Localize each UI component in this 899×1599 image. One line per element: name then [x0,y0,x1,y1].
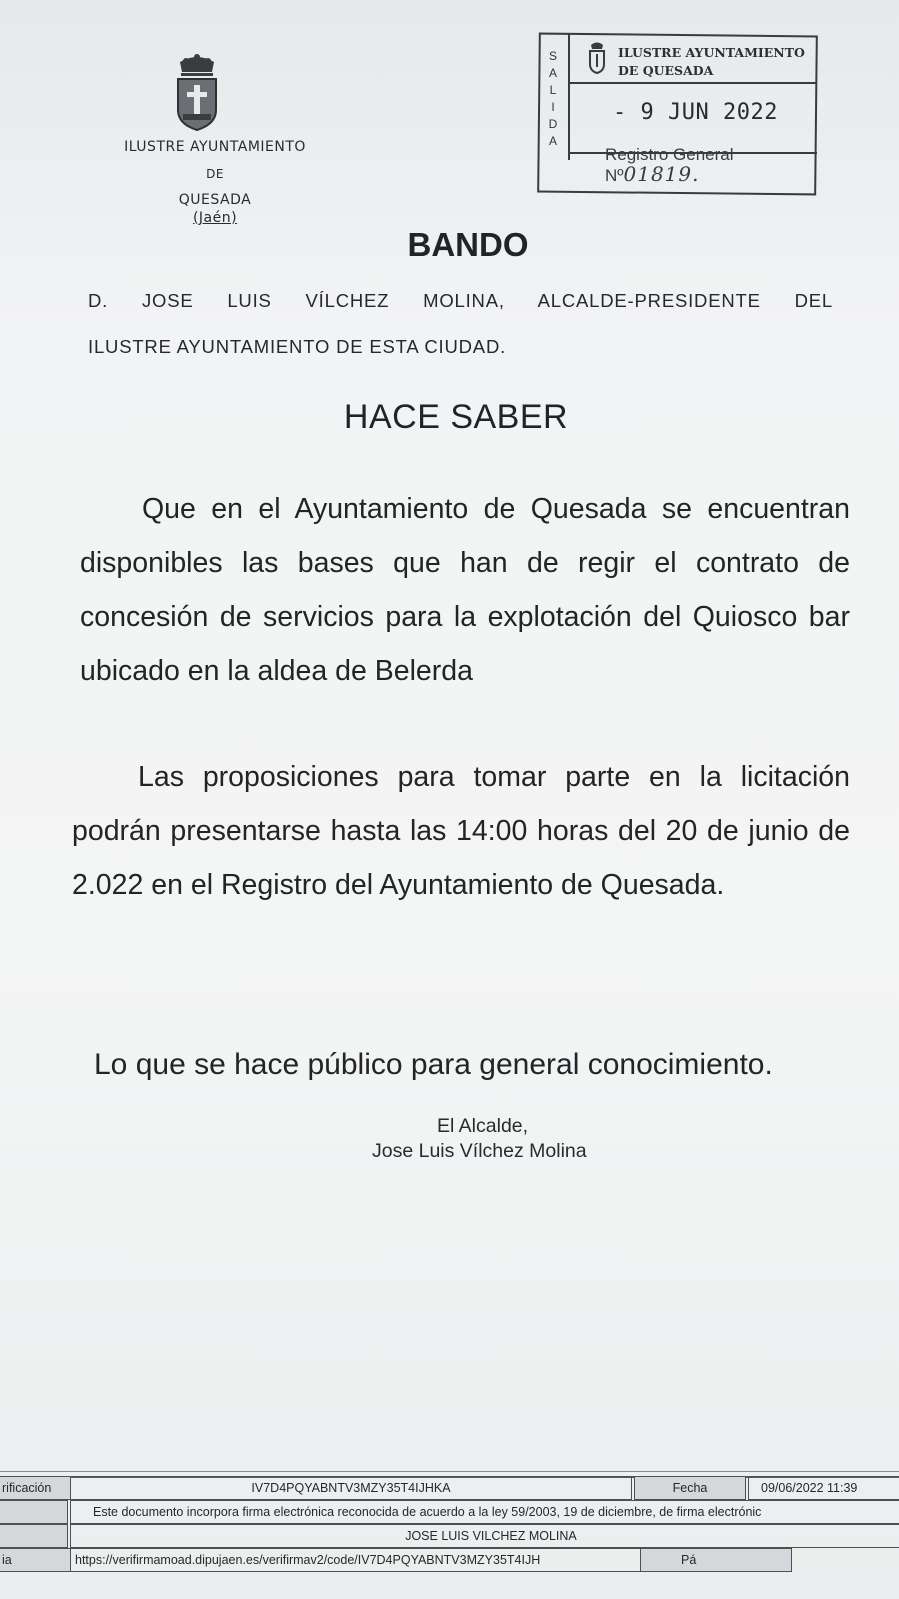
verification-code: IV7D4PQYABNTV3MZY35T4IJHKA [70,1476,632,1500]
signature-name: Jose Luis Vílchez Molina [372,1140,587,1162]
document-subtitle: HACE SABER [343,398,569,436]
page-label: Pá [640,1548,792,1572]
stamp-organization: ILUSTRE AYUNTAMIENTO DE QUESADA [618,45,805,78]
footer-rule [0,1471,899,1472]
signer-name: JOSE LUIS VILCHEZ MOLINA [70,1524,899,1548]
row-label: ia [0,1548,71,1572]
handwritten-number: 01819. [623,162,700,186]
stamp-crest-icon [588,40,606,74]
footer-row-code [0,1476,899,1500]
coat-of-arms-icon [172,52,222,132]
footer-row-url [0,1548,899,1572]
signature-notice: Este documento incorpora firma electrónica reconocida de acuerdo a la ley 59/2003, 19 de diciembre, de firma electrónic [70,1500,899,1524]
footer-row-signer [0,1524,899,1548]
institution-line-4: (Jaén) [192,210,238,226]
stamp-divider [570,82,817,84]
registry-stamp [538,34,817,194]
verification-label: rificación [0,1476,71,1500]
verification-url-link[interactable]: https://verifirmamoad.dipujaen.es/verifirmav2/code/IV7D4PQYABNTV3MZY35T4IJH [70,1548,642,1572]
stamp-registry-label: Registro General [605,145,734,164]
paragraph-announcement: Que en el Ayuntamiento de Quesada se encuentran disponibles las bases que han de regir el contrato de concesión de servicios para la explotación del Quiosco bar ubicado en la aldea de Belerda [80,493,850,687]
stamp-salida-label: S A L I D A [548,49,558,148]
paragraph-deadline: Las proposiciones para tomar parte en la licitación podrán presentarse hasta las 14:00 horas del 20 de junio de 2.022 en el Registro del Ayuntamiento de Quesada. [72,761,850,901]
closing-statement: Lo que se hace público para general conocimiento. [94,1048,773,1081]
intro-line-2: ILUSTRE AYUNTAMIENTO DE ESTA CIUDAD. [88,336,507,357]
signature-title: El Alcalde, [437,1115,529,1137]
institution-line-1: ILUSTRE AYUNTAMIENTO [124,139,306,155]
date-label: Fecha [634,1476,746,1500]
date-value: 09/06/2022 11:39 [748,1476,899,1500]
stamp-registry-number: Nº01819. [605,162,700,186]
institution-line-2: DE [206,167,224,181]
intro-line-1: D. JOSE LUIS VÍLCHEZ MOLINA, ALCALDE-PRESIDENTE DEL [88,290,833,311]
document-title: BANDO [407,226,529,263]
footer-row-notice [0,1500,899,1524]
stamp-date: - 9 JUN 2022 [613,100,778,125]
institution-line-3: QUESADA [178,192,252,208]
